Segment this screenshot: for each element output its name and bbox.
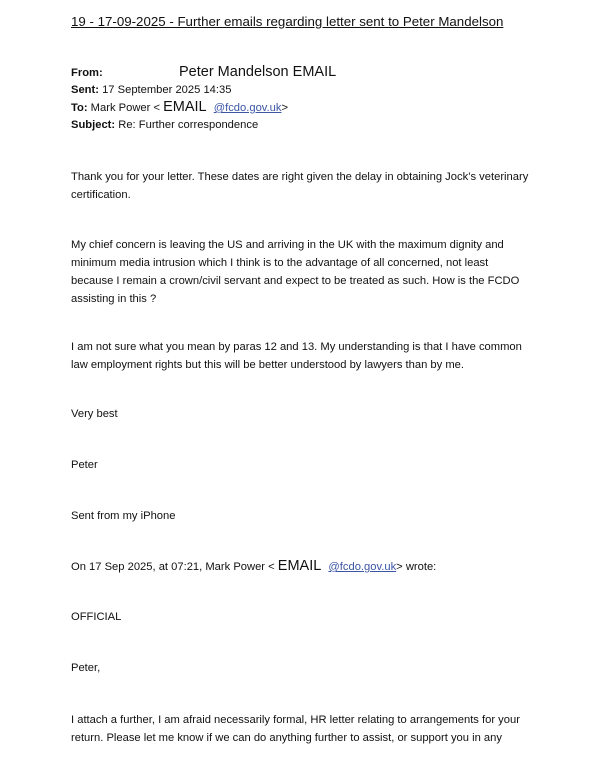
subject-value: Re: Further correspondence <box>118 119 259 131</box>
signoff: Very best <box>71 408 118 420</box>
classification-label: OFFICIAL <box>71 611 122 623</box>
quoted-email-domain-link[interactable]: @fcdo.gov.uk <box>328 561 397 573</box>
quoted-email-placeholder: EMAIL <box>277 558 322 574</box>
document-title: 19 - 17-09-2025 - Further emails regarding letter sent to Peter Mandelson <box>71 14 504 29</box>
greeting: Peter, <box>71 662 101 674</box>
to-close: > <box>281 102 289 114</box>
from-name: Peter Mandelson EMAIL <box>179 64 337 80</box>
device-signature: Sent from my iPhone <box>71 510 176 522</box>
to-name: Mark Power < <box>90 102 160 114</box>
body-paragraph: I attach a further, I am afraid necessarily formal, HR letter relating to arrangements for your return. Please let me know if we can do anything further to assist, or support you in any <box>71 714 520 744</box>
subject-label: Subject: <box>71 119 116 131</box>
body-paragraph: Thank you for your letter. These dates are right given the delay in obtaining Jock’s veterinary certification. <box>71 171 529 201</box>
from-label: From: <box>71 67 103 79</box>
to-label: To: <box>71 102 88 114</box>
to-row <box>71 99 288 115</box>
quoted-header <box>71 558 436 574</box>
to-email-domain-link[interactable]: @fcdo.gov.uk <box>213 102 282 114</box>
sent-row <box>71 84 231 96</box>
from-row <box>71 67 103 79</box>
sent-label: Sent: <box>71 84 99 96</box>
quoted-prefix: On 17 Sep 2025, at 07:21, Mark Power < <box>71 561 275 573</box>
sent-value: 17 September 2025 14:35 <box>102 84 232 96</box>
body-paragraph: My chief concern is leaving the US and arriving in the UK with the maximum dignity and minimum media intrusion which I think is to the advantage of all concerned, not least because I remain a crown/civil servant and expect to be treated as such. How is the FCDO assisting in this ? <box>71 239 520 305</box>
subject-row <box>71 119 258 131</box>
signature-name: Peter <box>71 459 98 471</box>
quoted-suffix: > wrote: <box>396 561 437 573</box>
body-paragraph: I am not sure what you mean by paras 12 and 13. My understanding is that I have common law employment rights but this will be better understood by lawyers than by me. <box>71 341 522 371</box>
to-email-placeholder: EMAIL <box>163 99 207 115</box>
